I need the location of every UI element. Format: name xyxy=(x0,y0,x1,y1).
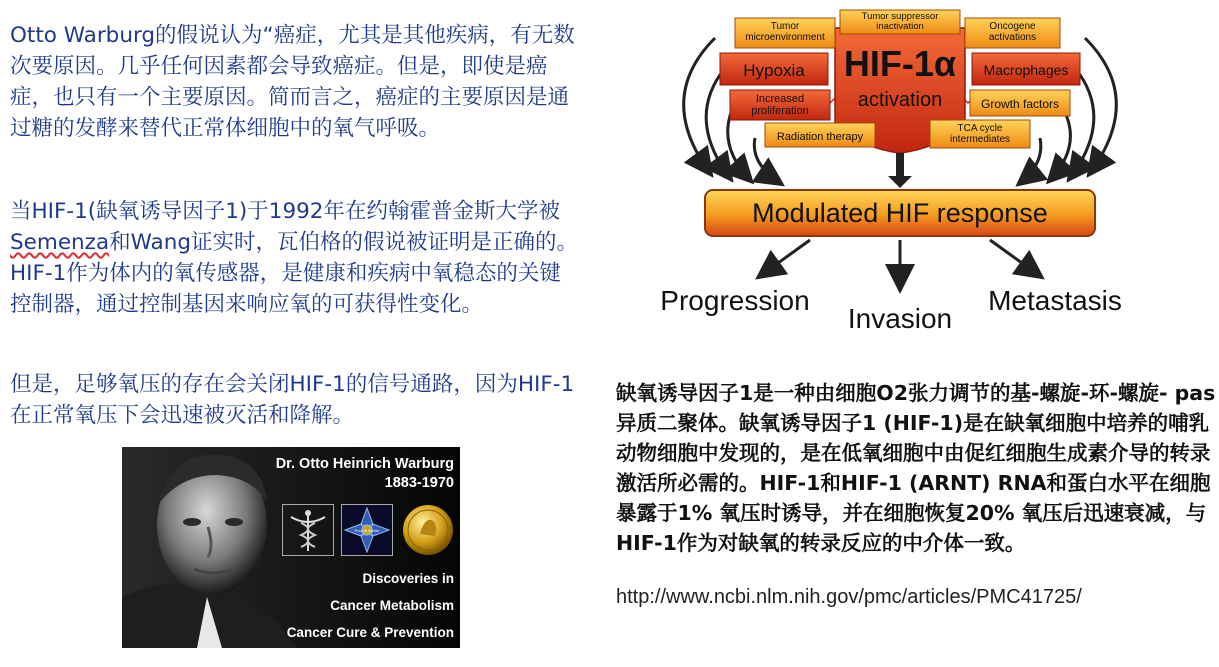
caption-discoveries: Discoveries in xyxy=(362,571,454,586)
caduceus-icon xyxy=(282,504,334,556)
radiation-label: Radiation therapy xyxy=(776,131,864,143)
hif1-diagram xyxy=(640,8,1160,343)
paragraph-hif1-discovery xyxy=(10,196,580,320)
caption-cure: Cancer Cure & Prevention xyxy=(286,625,454,640)
outcome-metastasis: Metastasis xyxy=(988,285,1122,316)
paragraph-oxygen-deactivation: 但是，足够氧压的存在会关闭HIF-1的信号通路，因为HIF-1在正常氧压下会迅速被灭活和降解。 xyxy=(10,372,575,428)
portrait-name: Dr. Otto Heinrich Warburg xyxy=(275,456,454,472)
ncbi-reference-url[interactable]: http://www.ncbi.nlm.nih.gov/pmc/articles/PMC41725/ xyxy=(616,586,1082,608)
oncogene-label: Oncogene activations xyxy=(988,21,1037,43)
portrait-years: 1883-1970 xyxy=(384,475,454,491)
activation-label: activation xyxy=(857,89,943,111)
tumor-microenvironment-label: Tumor microenvironment xyxy=(745,21,825,43)
tca-label: TCA cycle intermediates xyxy=(949,123,1011,145)
paragraph-hif1-part-a: 当HIF-1(缺氧诱导因子1)于1992年在约翰霍普金斯大学被 xyxy=(10,199,560,224)
warburg-portrait-panel xyxy=(122,447,460,648)
growth-factors-label: Growth factors xyxy=(980,97,1060,111)
caption-metabolism: Cancer Metabolism xyxy=(330,598,454,613)
hypoxia-label: Hypoxia xyxy=(743,61,805,80)
increased-proliferation-label: Increased proliferation xyxy=(751,93,809,117)
hif1-description: 缺氧诱导因子1是一种由细胞O2张力调节的基-螺旋-环-螺旋- pas异质二聚体。缺氧诱导因子1 (HIF-1)是在缺氧细胞中培养的哺乳动物细胞中发现的，是在低氧细胞中由促红细胞生成素介导的转录激活所必需的。HIF-1和HIF-1 (ARNT) RNA和蛋白水平在细胞暴露于1% 氧压时诱导，并在细胞恢复20% 氧压后迅速衰减，与HIF-1作为对缺氧的转录反应的中介体一致。 xyxy=(616,381,1216,555)
hif1a-label: HIF-1α xyxy=(843,43,957,84)
nobel-medal-icon xyxy=(402,504,452,554)
paragraph-warburg-hypothesis: Otto Warburg的假说认为“癌症，尤其是其他疾病，有无数次要原因。几乎任何因素都会导致癌症。但是，即使是癌症，也只有一个主要原因。简而言之，癌症的主要原因是通过糖的发酵来替代正常体细胞中的氧气呼吸。 xyxy=(10,23,575,141)
macrophages-label: Macrophages xyxy=(983,62,1069,78)
paragraph-hif1-part-b: 和Wang证实时，瓦伯格的假说被证明是正确的。HIF-1作为体内的氧传感器，是健康和疾病中氧稳态的关键控制器，通过控制基因来响应氧的可获得性变化。 xyxy=(10,230,578,317)
modulated-response-label: Modulated HIF response xyxy=(752,198,1048,228)
tumor-suppressor-label: Tumor suppressor inactivation xyxy=(861,11,939,32)
semenza-name: Semenza xyxy=(10,230,110,255)
outcome-progression: Progression xyxy=(660,285,810,316)
outcome-invasion: Invasion xyxy=(847,303,953,334)
outcome-arrows xyxy=(760,240,1040,288)
pour-le-merite-cross-icon xyxy=(341,504,393,556)
medal-motto: Pour le Mérite xyxy=(354,528,380,533)
portrait-title xyxy=(276,455,454,493)
